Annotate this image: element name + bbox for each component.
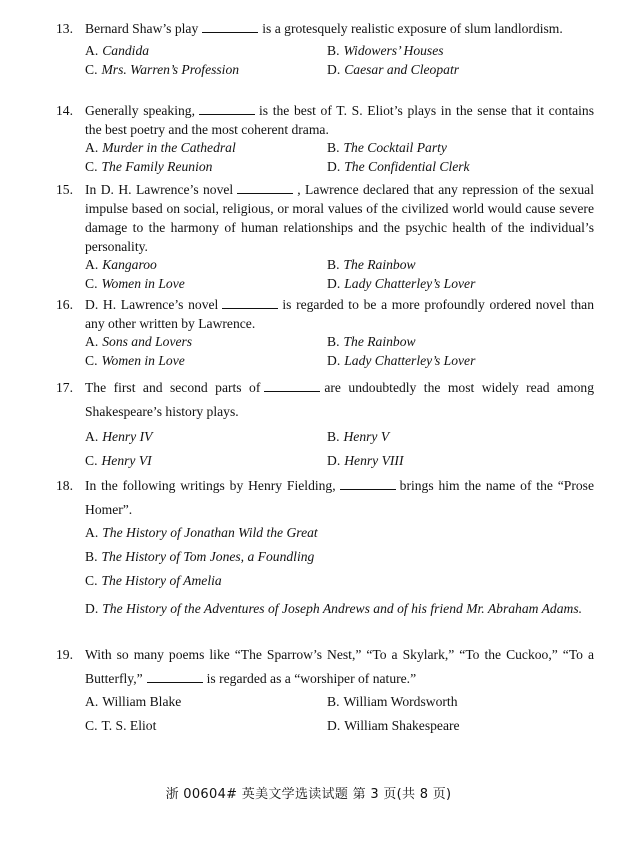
stem-text-before: With so many poems like “The Sparrow’s Nest,” “To a Skylark,” “To the Cuckoo,” “To a Butterfly,” xyxy=(85,647,594,686)
question-15 xyxy=(56,180,594,297)
stem-text-after: is regarded as a “worshiper of nature.” xyxy=(206,671,417,686)
options xyxy=(85,694,594,744)
answer-blank xyxy=(147,670,203,683)
option-b: B. Widowers’ Houses xyxy=(327,43,444,58)
option-b: B. The Cocktail Party xyxy=(327,140,447,155)
option-c: C. Women in Love xyxy=(85,353,185,368)
stem-text-after: is the best of T. S. Eliot’s plays in the sense that it contains the best poetry and the most coherent drama. xyxy=(85,103,594,137)
question-number: 14. xyxy=(56,103,73,118)
option-b: B. Henry V xyxy=(327,429,390,444)
stem-text-before: In the following writings by Henry Fielding, xyxy=(85,478,336,493)
stem-text-before: The first and second parts of xyxy=(85,380,261,395)
option-d: D. William Shakespeare xyxy=(327,718,460,733)
options xyxy=(85,140,594,180)
stem-text-before: Generally speaking, xyxy=(85,103,195,118)
stem-text-before: D. H. Lawrence’s novel xyxy=(85,297,219,312)
question-19 xyxy=(56,643,594,744)
options xyxy=(85,334,594,374)
stem-text-before: Bernard Shaw’s play xyxy=(85,21,199,36)
question-number: 18. xyxy=(56,478,73,493)
option-a: A. Candida xyxy=(85,43,150,58)
option-c: C. Women in Love xyxy=(85,276,185,291)
question-stem xyxy=(56,474,594,522)
question-14 xyxy=(56,101,594,180)
option-d: D. The History of the Adventures of Joseph Andrews and of his friend Mr. Abraham Adams. xyxy=(85,601,583,616)
answer-blank xyxy=(222,296,278,309)
question-stem xyxy=(56,376,594,424)
question-number: 16. xyxy=(56,297,73,312)
option-a: A. Sons and Lovers xyxy=(85,334,193,349)
option-d: D. Lady Chatterley’s Lover xyxy=(327,353,476,368)
option-d: D. Caesar and Cleopatr xyxy=(327,62,460,77)
page-footer: 浙 00604# 英美文学选读试题 第 3 页(共 8 页) xyxy=(165,787,452,802)
stem-text-after: are undoubtedly the most widely read among Shakespeare’s history plays. xyxy=(85,380,594,419)
question-18 xyxy=(56,474,594,647)
question-stem xyxy=(56,295,594,333)
option-c: C. Mrs. Warren’s Profession xyxy=(85,62,240,77)
stem-text-before: In D. H. Lawrence’s novel xyxy=(85,182,234,197)
question-17 xyxy=(56,376,594,479)
option-d: D. Henry VIII xyxy=(327,453,404,468)
question-number: 13. xyxy=(56,21,73,36)
option-c: C. The Family Reunion xyxy=(85,159,213,174)
option-b: B. The Rainbow xyxy=(327,257,416,272)
option-c: C. Henry VI xyxy=(85,453,152,468)
answer-blank xyxy=(237,181,293,194)
option-b: B. William Wordsworth xyxy=(327,694,458,709)
stem-text-after: , Lawrence declared that any repression of the sexual impulse based on social, religious, or moral values of the civilized world would cause severe damage to the harmony of human relationships and the psychic health of the individual’s personality. xyxy=(85,182,594,254)
stem-text-after: is a grotesquely realistic exposure of slum landlordism. xyxy=(262,21,563,36)
option-b: B. The History of Tom Jones, a Foundling xyxy=(85,549,315,564)
question-13 xyxy=(56,19,594,83)
option-a: A. William Blake xyxy=(85,694,182,709)
question-stem xyxy=(56,101,594,139)
option-a: A. Henry IV xyxy=(85,429,153,444)
question-stem xyxy=(56,19,594,38)
option-d: D. Lady Chatterley’s Lover xyxy=(327,276,476,291)
question-number: 19. xyxy=(56,647,73,662)
question-number: 15. xyxy=(56,182,73,197)
option-b: B. The Rainbow xyxy=(327,334,416,349)
option-c: C. T. S. Eliot xyxy=(85,718,157,733)
question-number: 17. xyxy=(56,380,73,395)
option-a: A. Murder in the Cathedral xyxy=(85,140,236,155)
options xyxy=(85,43,594,83)
option-a: A. Kangaroo xyxy=(85,257,157,272)
options xyxy=(85,525,594,647)
stem-text-after: is regarded to be a more profoundly ordered novel than any other written by Lawrence. xyxy=(85,297,594,331)
answer-blank xyxy=(199,102,255,115)
option-d: D. The Confidential Clerk xyxy=(327,159,470,174)
option-a: A. The History of Jonathan Wild the Great xyxy=(85,525,318,540)
question-16 xyxy=(56,295,594,374)
stem-text-after: brings him the name of the “Prose Homer”. xyxy=(85,478,594,517)
answer-blank xyxy=(340,477,396,490)
question-stem xyxy=(56,643,594,691)
option-c: C. The History of Amelia xyxy=(85,573,222,588)
answer-blank xyxy=(264,379,320,392)
question-stem xyxy=(56,180,594,256)
answer-blank xyxy=(202,20,258,33)
options xyxy=(85,429,594,479)
options xyxy=(85,257,594,297)
